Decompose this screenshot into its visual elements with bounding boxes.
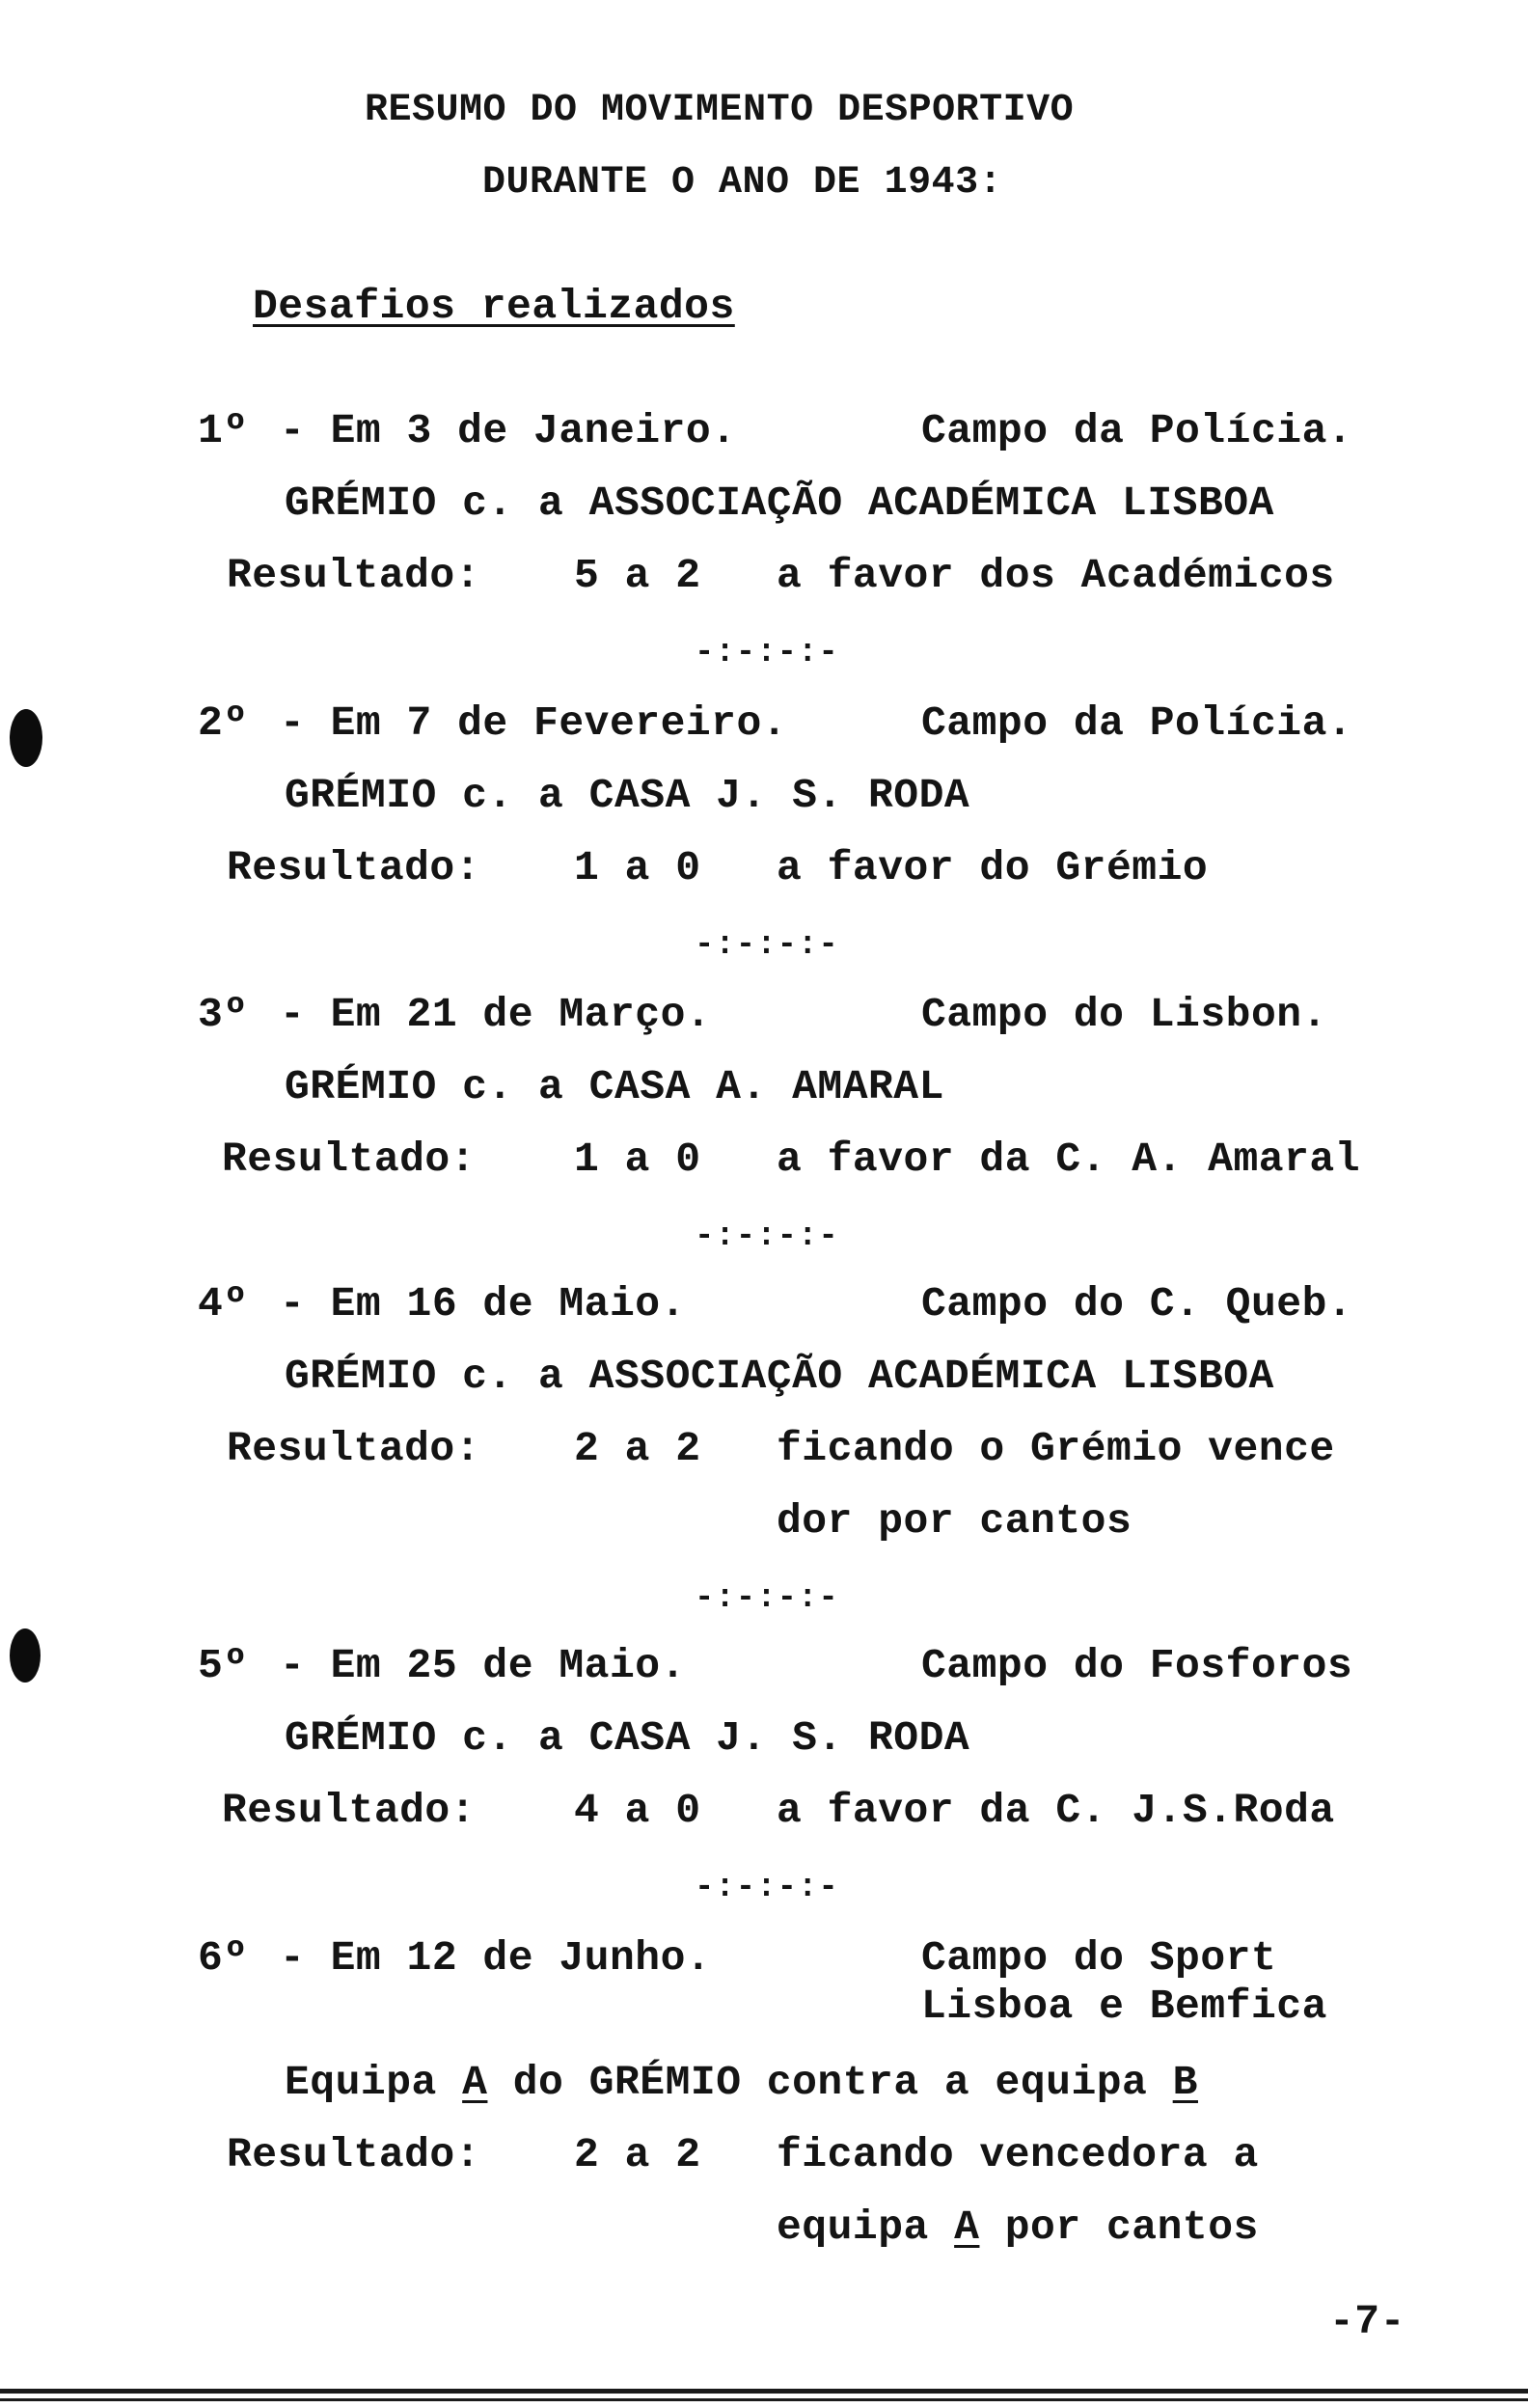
separator: -:-:-:-: [695, 635, 839, 671]
game-number: 3º: [198, 991, 249, 1038]
result-note-continuation: dor por cantos: [777, 1497, 1132, 1545]
game-date: - Em 3 de Janeiro.: [280, 407, 737, 454]
result-score: 5 a 2: [574, 552, 701, 599]
note-part: por cantos: [979, 2203, 1259, 2251]
game-number: 2º: [198, 699, 249, 747]
result-note: a favor da C. J.S.Roda: [777, 1787, 1335, 1834]
game-venue: Campo da Polícia.: [921, 407, 1353, 454]
game-venue: Campo do Fosforos: [921, 1642, 1353, 1689]
game-venue: Campo da Polícia.: [921, 699, 1353, 747]
separator: -:-:-:-: [695, 927, 839, 964]
game-number: 4º: [198, 1280, 249, 1327]
bottom-edge-rule: [0, 2398, 1528, 2401]
game-date: - Em 16 de Maio.: [280, 1280, 686, 1327]
teams-part: Equipa: [285, 2059, 463, 2106]
result-note-continuation: [777, 2203, 1259, 2251]
game-venue: Campo do Lisbon.: [921, 991, 1327, 1038]
result-label: Resultado:: [227, 844, 481, 891]
game-date: - Em 25 de Maio.: [280, 1642, 686, 1689]
result-label: Resultado:: [227, 1425, 481, 1472]
game-teams: GRÉMIO c. a CASA J. S. RODA: [285, 772, 970, 819]
document-title-line-2: DURANTE O ANO DE 1943:: [482, 161, 1003, 205]
result-label: Resultado:: [222, 1787, 477, 1834]
separator: -:-:-:-: [695, 1870, 839, 1906]
result-note: ficando vencedora a: [777, 2131, 1259, 2178]
result-score: 1 a 0: [574, 844, 701, 891]
game-date: - Em 12 de Junho.: [280, 1934, 712, 1982]
team-a-label: A: [462, 2059, 488, 2106]
separator: -:-:-:-: [695, 1580, 839, 1617]
section-heading: Desafios realizados: [253, 283, 735, 330]
game-teams: [285, 2059, 1198, 2106]
document-title-line-1: RESUMO DO MOVIMENTO DESPORTIVO: [365, 89, 1075, 132]
game-teams: GRÉMIO c. a CASA A. AMARAL: [285, 1063, 944, 1110]
result-score: 4 a 0: [574, 1787, 701, 1834]
game-number: 5º: [198, 1642, 249, 1689]
page-number: -7-: [1329, 2298, 1405, 2345]
game-teams: GRÉMIO c. a ASSOCIAÇÃO ACADÉMICA LISBOA: [285, 479, 1274, 527]
result-note: a favor dos Académicos: [777, 552, 1335, 599]
result-score: 2 a 2: [574, 1425, 701, 1472]
result-score: 1 a 0: [574, 1136, 701, 1183]
punch-hole-mark: [10, 709, 42, 767]
result-label: Resultado:: [227, 2131, 481, 2178]
game-venue: Campo do Sport: [921, 1934, 1277, 1982]
team-b-label: B: [1172, 2059, 1198, 2106]
game-teams: GRÉMIO c. a ASSOCIAÇÃO ACADÉMICA LISBOA: [285, 1353, 1274, 1400]
bottom-edge-rule: [0, 2389, 1528, 2394]
team-a-label: A: [954, 2203, 980, 2251]
separator: -:-:-:-: [695, 1218, 839, 1255]
result-note: a favor da C. A. Amaral: [777, 1136, 1360, 1183]
note-part: equipa: [777, 2203, 955, 2251]
game-number: 1º: [198, 407, 249, 454]
punch-hole-mark: [10, 1628, 41, 1683]
game-venue: Campo do C. Queb.: [921, 1280, 1353, 1327]
result-note: a favor do Grémio: [777, 844, 1209, 891]
result-label: Resultado:: [227, 552, 481, 599]
result-label: Resultado:: [222, 1136, 477, 1183]
teams-part: do GRÉMIO contra a equipa: [487, 2059, 1173, 2106]
result-note: ficando o Grémio vence: [777, 1425, 1335, 1472]
game-date: - Em 7 de Fevereiro.: [280, 699, 788, 747]
game-venue-continuation: Lisboa e Bemfica: [921, 1983, 1327, 2030]
game-number: 6º: [198, 1934, 249, 1982]
result-score: 2 a 2: [574, 2131, 701, 2178]
game-date: - Em 21 de Março.: [280, 991, 712, 1038]
game-teams: GRÉMIO c. a CASA J. S. RODA: [285, 1714, 970, 1762]
